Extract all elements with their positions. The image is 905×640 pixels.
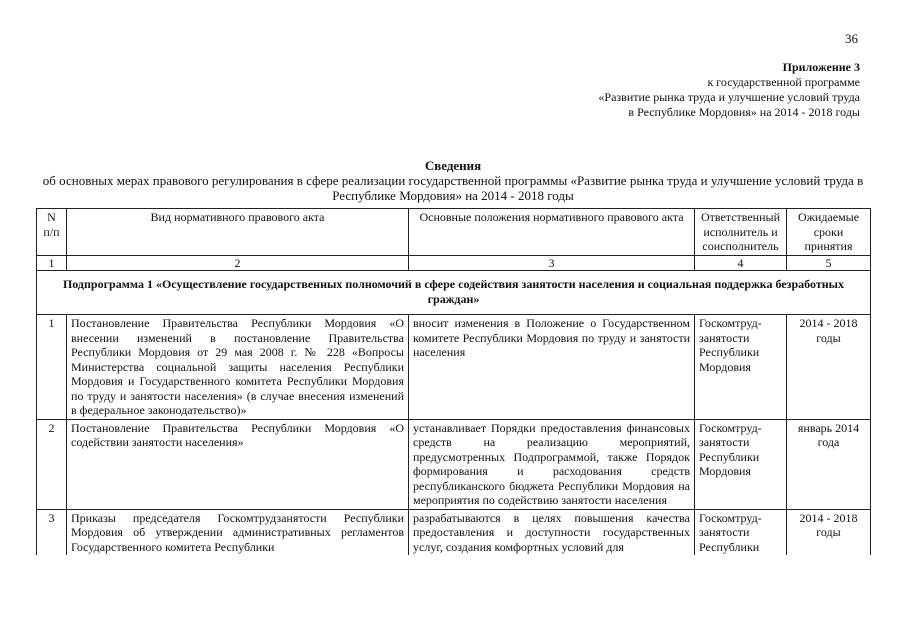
appendix-title: Приложение 3 [782, 60, 860, 74]
table-row [37, 509, 871, 555]
document-heading [36, 158, 870, 203]
column-number: 1 [37, 255, 67, 271]
row-number: 1 [37, 315, 67, 420]
column-number: 4 [695, 255, 787, 271]
appendix-line-3: в Республике Мордовия» на 2014 - 2018 годы [628, 105, 860, 119]
header-responsible: Ответственный исполнитель и соисполнитель [695, 209, 787, 256]
document-subtitle: об основных мерах правового регулирования в сфере реализации государственной программы «Развитие рынка труда и улучшение условий труда в Республике Мордовия» на 2014 - 2018 годы [42, 173, 864, 203]
appendix-line-2: «Развитие рынка труда и улучшение условий труда [598, 90, 860, 104]
row-number: 3 [37, 509, 67, 555]
row-responsible: Госкомтруд-занятости Республики Мордовия [695, 315, 787, 420]
table-row [37, 315, 871, 420]
table-header-row [37, 209, 871, 256]
row-number: 2 [37, 419, 67, 509]
subprogram-title: Подпрограмма 1 «Осуществление государственных полномочий в сфере содействия занятости населения и социальная поддержка безработных граждан» [37, 271, 871, 315]
appendix-block [598, 60, 860, 120]
column-numbers-row [37, 255, 871, 271]
row-act: Постановление Правительства Республики Мордовия «О внесении изменений в постановление Правительства Республики Мордовия от 29 мая 2008 г. № 228 «Вопросы Министерства социальной защиты населения Республики Мордовия и Государственного комитета Республики Мордовия по труду и занятости населения» (в случае внесения изменений в федеральное законодательство)» [67, 315, 409, 420]
column-number: 2 [67, 255, 409, 271]
row-term: 2014 - 2018 годы [787, 509, 871, 555]
row-responsible: Госкомтруд-занятости Республики [695, 509, 787, 555]
regulation-table [36, 208, 871, 555]
row-act: Приказы председателя Госкомтрудзанятости Республики Мордовия об утверждении административных регламентов Государственного комитета Республики [67, 509, 409, 555]
row-term: январь 2014 года [787, 419, 871, 509]
column-number: 5 [787, 255, 871, 271]
table-row [37, 419, 871, 509]
row-responsible: Госкомтруд-занятости Республики Мордовия [695, 419, 787, 509]
row-term: 2014 - 2018 годы [787, 315, 871, 420]
page-number: 36 [845, 31, 858, 46]
row-provisions: разрабатываются в целях повышения качества предоставления и доступности государственных услуг, создания комфортных условий для [409, 509, 695, 555]
row-provisions: устанавливает Порядки предоставления финансовых средств на реализацию мероприятий, предусмотренных Подпрограммой, также Порядок формирования и расходования средств республиканского бюджета Республики Мордовия на мероприятия по содействию занятости населения [409, 419, 695, 509]
subprogram-row [37, 271, 871, 315]
column-number: 3 [409, 255, 695, 271]
header-number: N п/п [37, 209, 67, 256]
row-provisions: вносит изменения в Положение о Государственном комитете Республики Мордовия по труду и занятости населения [409, 315, 695, 420]
header-act-type: Вид нормативного правового акта [67, 209, 409, 256]
header-term: Ожидаемые сроки принятия [787, 209, 871, 256]
header-provisions: Основные положения нормативного правового акта [409, 209, 695, 256]
appendix-line-1: к государственной программе [707, 75, 860, 89]
row-act: Постановление Правительства Республики Мордовия «О содействии занятости населения» [67, 419, 409, 509]
document-title: Сведения [424, 158, 482, 173]
